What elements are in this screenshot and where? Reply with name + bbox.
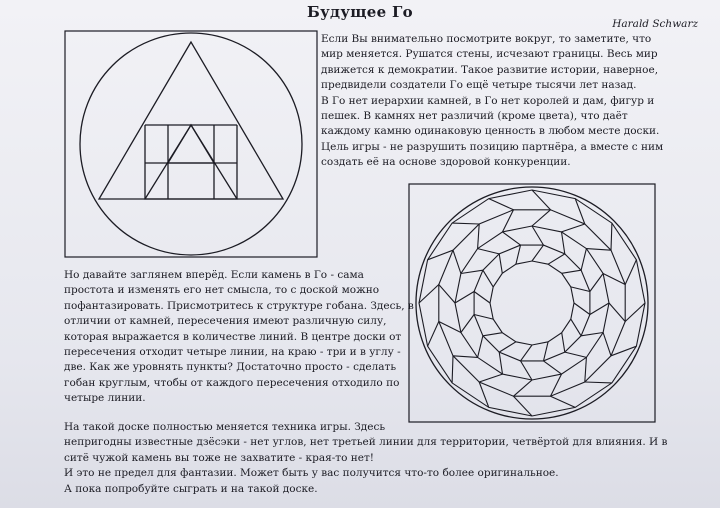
board-spoke <box>562 224 585 232</box>
text-line: гобан круглым, чтобы от каждого пересечения отходило по <box>64 376 400 389</box>
circular-board-figure <box>408 183 656 423</box>
board-spoke <box>452 356 453 383</box>
board-spoke <box>590 274 603 292</box>
text-line: отличии от камней, пересечения имеют различную силу, <box>64 315 387 328</box>
board-spoke <box>452 223 479 224</box>
author-name: Harald Schwarz <box>612 18 698 30</box>
triangle-board-figure <box>64 30 318 258</box>
board-spoke <box>479 374 502 382</box>
board-spoke <box>609 303 625 322</box>
text-line: пешек. В камнях нет различий (кроме цвета), что даёт <box>321 110 628 123</box>
board-spoke <box>611 223 612 250</box>
figure-frame <box>409 184 655 422</box>
text-line: Цель игры - не разрушить позицию партнёра, а вместе с ним <box>321 140 664 153</box>
board-spoke <box>428 322 439 347</box>
board-line-group <box>419 190 645 416</box>
board-spoke <box>521 361 533 380</box>
text-line: две. Как же уровнять пункты? Достаточно просто - сделать <box>64 361 397 374</box>
board-outline-circle <box>416 187 648 419</box>
board-spoke <box>581 249 586 271</box>
board-spoke <box>574 303 590 315</box>
text-line: четыре линии. <box>64 392 146 405</box>
board-spoke <box>474 292 490 304</box>
board-spoke <box>603 333 611 356</box>
text-line: ситё чужой камень вы тоже не захватите - края-то нет! <box>64 451 374 464</box>
board-spoke <box>532 210 551 226</box>
board-spoke <box>562 270 581 273</box>
board-ring <box>439 210 625 396</box>
board-spoke <box>474 315 493 320</box>
board-ring <box>419 190 645 416</box>
text-line: А пока попробуйте сыграть и на такой доске. <box>64 482 318 495</box>
board-spoke <box>586 249 611 251</box>
intro-text <box>321 32 664 171</box>
board-spoke <box>489 199 514 210</box>
inner-triangle <box>168 125 214 163</box>
text-line: движется к демократии. Такое развитие истории, наверное, <box>321 63 659 76</box>
board-spoke <box>461 270 483 273</box>
board-ring <box>474 245 590 361</box>
middle-triangle <box>145 125 237 199</box>
board-spoke <box>499 352 502 374</box>
board-spoke <box>453 356 478 358</box>
board-spoke <box>571 319 581 336</box>
board-spoke <box>499 254 502 273</box>
text-line: На такой доске полностью меняется техника игры. Здесь <box>64 421 386 433</box>
outer-circle <box>80 33 302 255</box>
board-spoke <box>439 285 455 304</box>
board-spoke <box>532 226 544 245</box>
text-line: каждому камню одинаковую ценность в любом месте доски. <box>321 125 660 138</box>
text-line: В Го нет иерархии камней, в Го нет королей и дам, фигур и <box>321 94 655 107</box>
text-line: мир меняется. Рушатся стены, исчезают границы. Весь мир <box>321 48 658 61</box>
board-spoke <box>585 357 587 382</box>
text-line: непригодны известные дзёсэки - нет углов, нет третьей линии для территории, четвёртой для влияния. И в <box>64 436 668 449</box>
text-line: пересечения отходит четыре линии, на краю - три и в углу - <box>64 346 401 359</box>
text-line: Если Вы внимательно посмотрите вокруг, то заметите, что <box>321 33 652 45</box>
board-spoke <box>516 245 521 264</box>
board-spoke <box>625 260 636 285</box>
text-line: простота и изменять его нет смысла, то с доской можно <box>64 284 380 297</box>
board-spoke <box>562 333 565 352</box>
text-line: И это не предел для фантазии. Может быть у вас получится что-то более оригинальное. <box>64 467 559 480</box>
text-line: Но давайте заглянем вперёд. Если камень в Го - сама <box>64 269 364 281</box>
board-spoke <box>478 336 483 358</box>
board-spoke <box>461 315 474 333</box>
board-ring <box>490 261 574 345</box>
board-spoke <box>590 303 609 315</box>
board-spoke <box>562 232 565 254</box>
board-spoke <box>585 382 612 383</box>
board-spoke <box>551 396 576 407</box>
board-spoke <box>478 249 500 254</box>
board-spoke <box>483 270 493 287</box>
board-spoke <box>478 224 480 249</box>
board-spoke <box>548 254 565 264</box>
board-spoke <box>483 333 502 336</box>
board-spoke <box>581 333 603 336</box>
board-spoke <box>571 287 590 292</box>
board-spoke <box>544 342 549 361</box>
conclusion-text <box>64 420 668 497</box>
board-spoke <box>565 352 587 357</box>
board-spoke <box>453 250 461 273</box>
outer-triangle <box>99 42 283 199</box>
board-spoke <box>499 342 516 352</box>
board-spoke <box>544 361 562 374</box>
figure-frame <box>65 31 317 257</box>
board-spoke <box>455 292 474 304</box>
page-title: Будущее Го <box>307 3 413 21</box>
text-line: которая выражается в количестве линий. В центре доски от <box>64 330 402 343</box>
text-line: создать её на основе здоровой конкуренции. <box>321 156 571 169</box>
text-line: пофантазировать. Присмотритесь к структуре гобана. Здесь, в <box>64 299 414 312</box>
board-spoke <box>514 380 533 396</box>
board-spoke <box>503 232 521 245</box>
board-spoke <box>521 345 533 361</box>
board-spoke <box>532 245 544 261</box>
text-line: предвидели создатели Го ещё четыре тысячи лет назад. <box>321 79 637 92</box>
board-structure-text <box>64 268 414 407</box>
